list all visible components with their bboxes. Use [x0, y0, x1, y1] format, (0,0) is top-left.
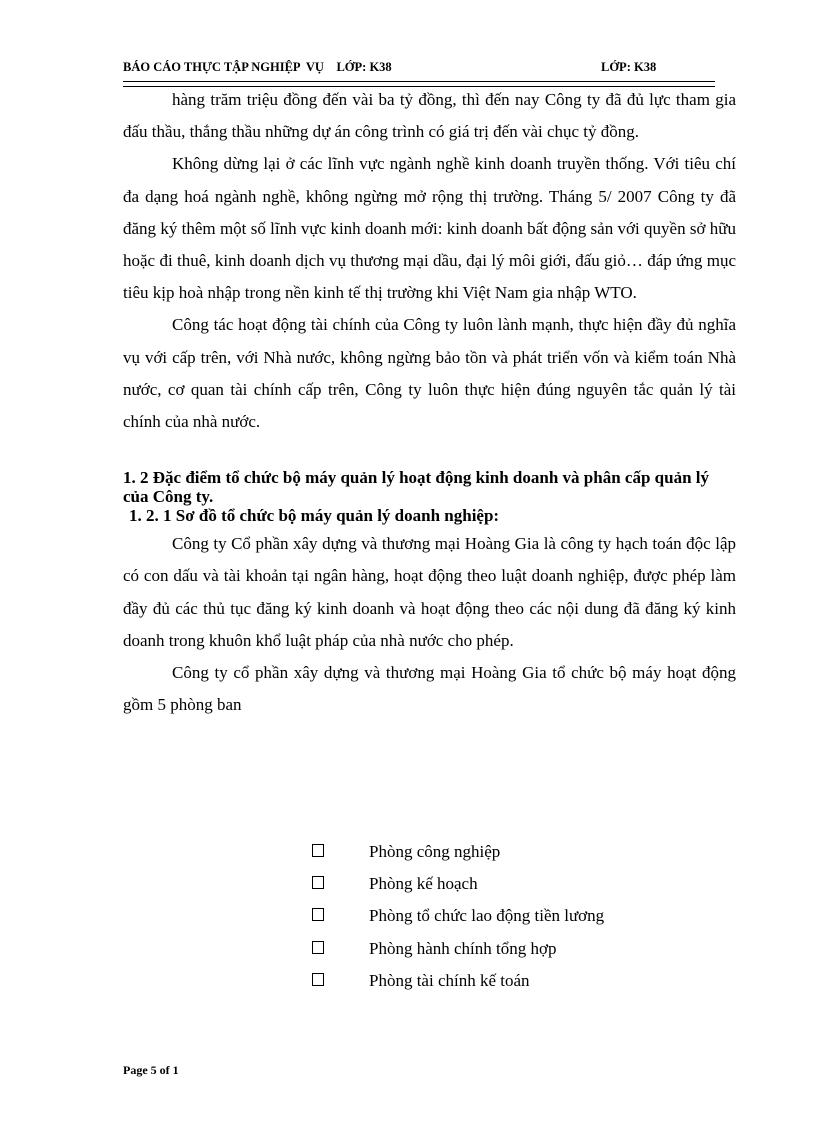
- department-label: Phòng kế hoạch: [369, 874, 478, 894]
- department-label: Phòng công nghiệp: [369, 842, 501, 861]
- header-divider: [123, 81, 715, 82]
- page-footer: Page 5 of 1: [123, 1063, 179, 1077]
- checkbox-icon: [312, 973, 324, 986]
- department-label: Phòng tổ chức lao động tiền lương: [369, 906, 605, 926]
- paragraph-financial-activity: Công tác hoạt động tài chính của Công ty luôn lành mạnh, thực hiện đầy đủ nghĩa vụ với cấp trên, với Nhà nước, không ngừng bảo tồn và phát triển vốn và kiểm toán Nhà nước, cơ quan tài chính cấp trên, Công ty luôn thực hiện đúng nguyên tắc quản lý tài chính của nhà nước.: [123, 315, 736, 432]
- header-title: BÁO CÁO THỰC TẬP NGHIỆP VỤ LỚP: K38: [123, 60, 392, 74]
- checkbox-icon: [312, 908, 324, 921]
- department-label: Phòng tài chính kế toán: [369, 970, 530, 990]
- checkbox-icon: [312, 844, 324, 857]
- checkbox-icon: [312, 876, 324, 889]
- department-label: Phòng hành chính tổng hợp: [369, 938, 557, 958]
- page-header: [123, 58, 715, 80]
- section-heading: 1. 2 Đặc điểm tổ chức bộ máy quản lý hoạt động kinh doanh và phân cấp quản lý của Công ty.: [123, 468, 709, 507]
- subsection-heading: 1. 2. 1 Sơ đồ tổ chức bộ máy quản lý doanh nghiệp:: [129, 506, 500, 526]
- paragraph-department-intro: Công ty cổ phần xây dựng và thương mại Hoàng Gia tổ chức bộ máy hoạt động gồm 5 phòng ban: [123, 663, 736, 715]
- document-body: [123, 84, 736, 721]
- header-class: LỚP: K38: [601, 60, 657, 74]
- checkbox-icon: [312, 941, 324, 954]
- paragraph-company-growth: hàng trăm triệu đồng đến vài ba tỷ đồng, thì đến nay Công ty đã đủ lực tham gia đấu thầu, thắng thầu những dự án công trình có giá trị đến vài chục tỷ đồng.: [123, 90, 736, 142]
- paragraph-company-overview: Công ty Cổ phần xây dựng và thương mại Hoàng Gia là công ty hạch toán độc lập có con dấu và tài khoản tại ngân hàng, hoạt động theo luật doanh nghiệp, được phép làm đầy đủ các thủ tục đăng ký kinh doanh và hoạt động theo các nội dung đã đăng ký kinh doanh trong khuôn khổ luật pháp của nhà nước cho phép.: [123, 534, 736, 650]
- paragraph-business-expansion: Không dừng lại ở các lĩnh vực ngành nghề kinh doanh truyền thống. Với tiêu chí đa dạng hoá ngành nghề, không ngừng mở rộng thị trường. Tháng 5/ 2007 Công ty đã đăng ký thêm một số lĩnh vực kinh doanh mới: kinh doanh bất động sản với quyền sở hữu hoặc đi thuê, kinh doanh dịch vụ thương mại dầu, đại lý môi giới, đấu giỏ… đáp ứng mục tiêu kịp hoà nhập trong nền kinh tế thị trường khi Việt Nam gia nhập WTO.: [123, 154, 736, 303]
